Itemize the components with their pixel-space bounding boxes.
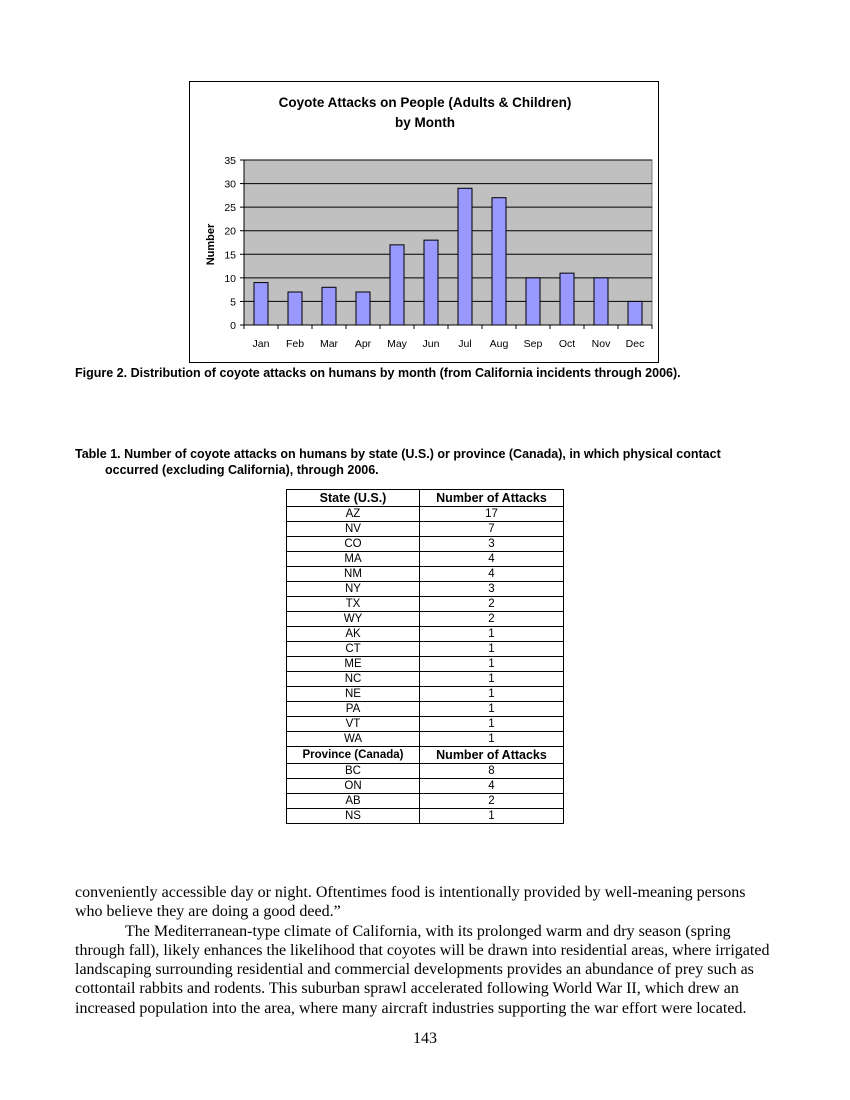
region-cell: VT: [287, 717, 420, 732]
attack-count-cell: 1: [420, 687, 564, 702]
bar: [560, 273, 574, 325]
figure-caption: Figure 2. Distribution of coyote attacks on humans by month (from California incidents through 2006).: [75, 366, 681, 380]
plot-area: [244, 160, 652, 325]
table-row: [287, 507, 564, 522]
attack-count-cell: 1: [420, 717, 564, 732]
region-cell: PA: [287, 702, 420, 717]
region-cell: AZ: [287, 507, 420, 522]
bar: [254, 283, 268, 325]
region-cell: NV: [287, 522, 420, 537]
region-cell: NY: [287, 582, 420, 597]
table-row: [287, 794, 564, 809]
y-tick-label: 0: [230, 320, 236, 332]
y-tick-label: 20: [224, 225, 236, 238]
x-tick-label: Jun: [422, 338, 440, 350]
table-caption-line2: occurred (excluding California), through 2006.: [105, 463, 379, 477]
x-tick-label: Feb: [285, 338, 305, 350]
page-number: 143: [413, 1030, 437, 1047]
region-cell: ON: [287, 779, 420, 794]
attacks-table: [286, 489, 564, 824]
table-row: [287, 627, 564, 642]
region-cell: AB: [287, 794, 420, 809]
attack-count-cell: 3: [420, 537, 564, 552]
attack-count-cell: 1: [420, 627, 564, 642]
region-cell: BC: [287, 764, 420, 779]
attack-count-cell: 7: [420, 522, 564, 537]
bar: [322, 287, 336, 325]
table-row: [287, 809, 564, 824]
y-tick-label: 30: [224, 178, 236, 191]
table-row: [287, 522, 564, 537]
table-row: [287, 672, 564, 687]
bar: [424, 240, 438, 325]
table-row: [287, 582, 564, 597]
attack-count-cell: 4: [420, 552, 564, 567]
y-axis-label: Number: [205, 223, 217, 266]
bar: [356, 292, 370, 325]
attack-count-cell: 2: [420, 612, 564, 627]
table-caption: [75, 446, 785, 478]
attack-count-cell: 1: [420, 657, 564, 672]
region-cell: WA: [287, 732, 420, 747]
attack-count-cell: 2: [420, 794, 564, 809]
paragraph: conveniently accessible day or night. Oftentimes food is intentionally provided by well-meaning persons who believe they are doing a good deed.”: [75, 884, 746, 921]
table-row: [287, 597, 564, 612]
region-cell: NS: [287, 809, 420, 824]
y-tick-label: 5: [230, 296, 236, 309]
bar: [594, 278, 608, 325]
x-tick-label: Jan: [252, 338, 270, 350]
table-caption-line1: Table 1. Number of coyote attacks on humans by state (U.S.) or province (Canada), in which physical contact: [75, 447, 721, 461]
x-tick-label: Mar: [319, 338, 339, 350]
region-cell: TX: [287, 597, 420, 612]
attack-count-cell: Number of Attacks: [420, 490, 564, 507]
y-tick-label: 10: [224, 272, 236, 285]
table-row: [287, 567, 564, 582]
attack-count-cell: 4: [420, 779, 564, 794]
table-row: [287, 552, 564, 567]
bar: [628, 301, 642, 325]
bar: [526, 278, 540, 325]
table-row: [287, 732, 564, 747]
table-row: [287, 764, 564, 779]
table-header-row: [287, 747, 564, 764]
region-cell: WY: [287, 612, 420, 627]
attack-count-cell: 1: [420, 642, 564, 657]
table-row: [287, 537, 564, 552]
table-header-row: [287, 490, 564, 507]
bar-chart: [190, 82, 660, 364]
region-cell: State (U.S.): [287, 490, 420, 507]
table-row: [287, 717, 564, 732]
table-row: [287, 687, 564, 702]
attack-count-cell: 1: [420, 702, 564, 717]
table-row: [287, 657, 564, 672]
x-tick-label: Aug: [489, 338, 509, 350]
y-tick-label: 35: [224, 155, 236, 167]
table-row: [287, 612, 564, 627]
attack-count-cell: 1: [420, 732, 564, 747]
table-row: [287, 702, 564, 717]
x-tick-label: Dec: [625, 338, 645, 350]
attack-count-cell: 4: [420, 567, 564, 582]
attack-count-cell: 3: [420, 582, 564, 597]
attack-count-cell: 17: [420, 507, 564, 522]
attack-count-cell: 8: [420, 764, 564, 779]
region-cell: CT: [287, 642, 420, 657]
x-tick-label: Jul: [458, 338, 472, 350]
table-row: [287, 779, 564, 794]
table-row: [287, 642, 564, 657]
bar: [390, 245, 404, 325]
body-text: [75, 883, 775, 1018]
x-tick-label: May: [387, 338, 407, 350]
region-cell: AK: [287, 627, 420, 642]
y-tick-label: 15: [224, 249, 236, 262]
region-cell: NE: [287, 687, 420, 702]
region-cell: CO: [287, 537, 420, 552]
region-cell: NM: [287, 567, 420, 582]
x-tick-label: Apr: [354, 338, 372, 350]
region-cell: NC: [287, 672, 420, 687]
x-tick-label: Oct: [558, 338, 576, 350]
attack-count-cell: 1: [420, 809, 564, 824]
chart-title: Coyote Attacks on People (Adults & Children): [278, 95, 572, 110]
bar: [458, 188, 472, 325]
chart-subtitle: by Month: [395, 115, 455, 130]
x-tick-label: Sep: [523, 338, 543, 350]
attack-count-cell: 2: [420, 597, 564, 612]
y-tick-label: 25: [224, 202, 236, 215]
bar: [288, 292, 302, 325]
x-tick-label: Nov: [591, 338, 611, 350]
region-cell: MA: [287, 552, 420, 567]
bar: [492, 198, 506, 325]
paragraph: The Mediterranean-type climate of California, with its prolonged warm and dry season (spring through fall), likely enhances the likelihood that coyotes will be drawn into residential areas, where irrigated landscaping surrounding residential and commercial developments provides an abundance of prey such as cottontail rabbits and rodents. This suburban sprawl accelerated following World War II, which drew an increased population into the area, where many aircraft industries supporting the war effort were located.: [75, 922, 770, 1017]
region-cell: Province (Canada): [287, 747, 420, 764]
attack-count-cell: Number of Attacks: [420, 747, 564, 764]
region-cell: ME: [287, 657, 420, 672]
chart-figure: [189, 81, 659, 363]
attack-count-cell: 1: [420, 672, 564, 687]
